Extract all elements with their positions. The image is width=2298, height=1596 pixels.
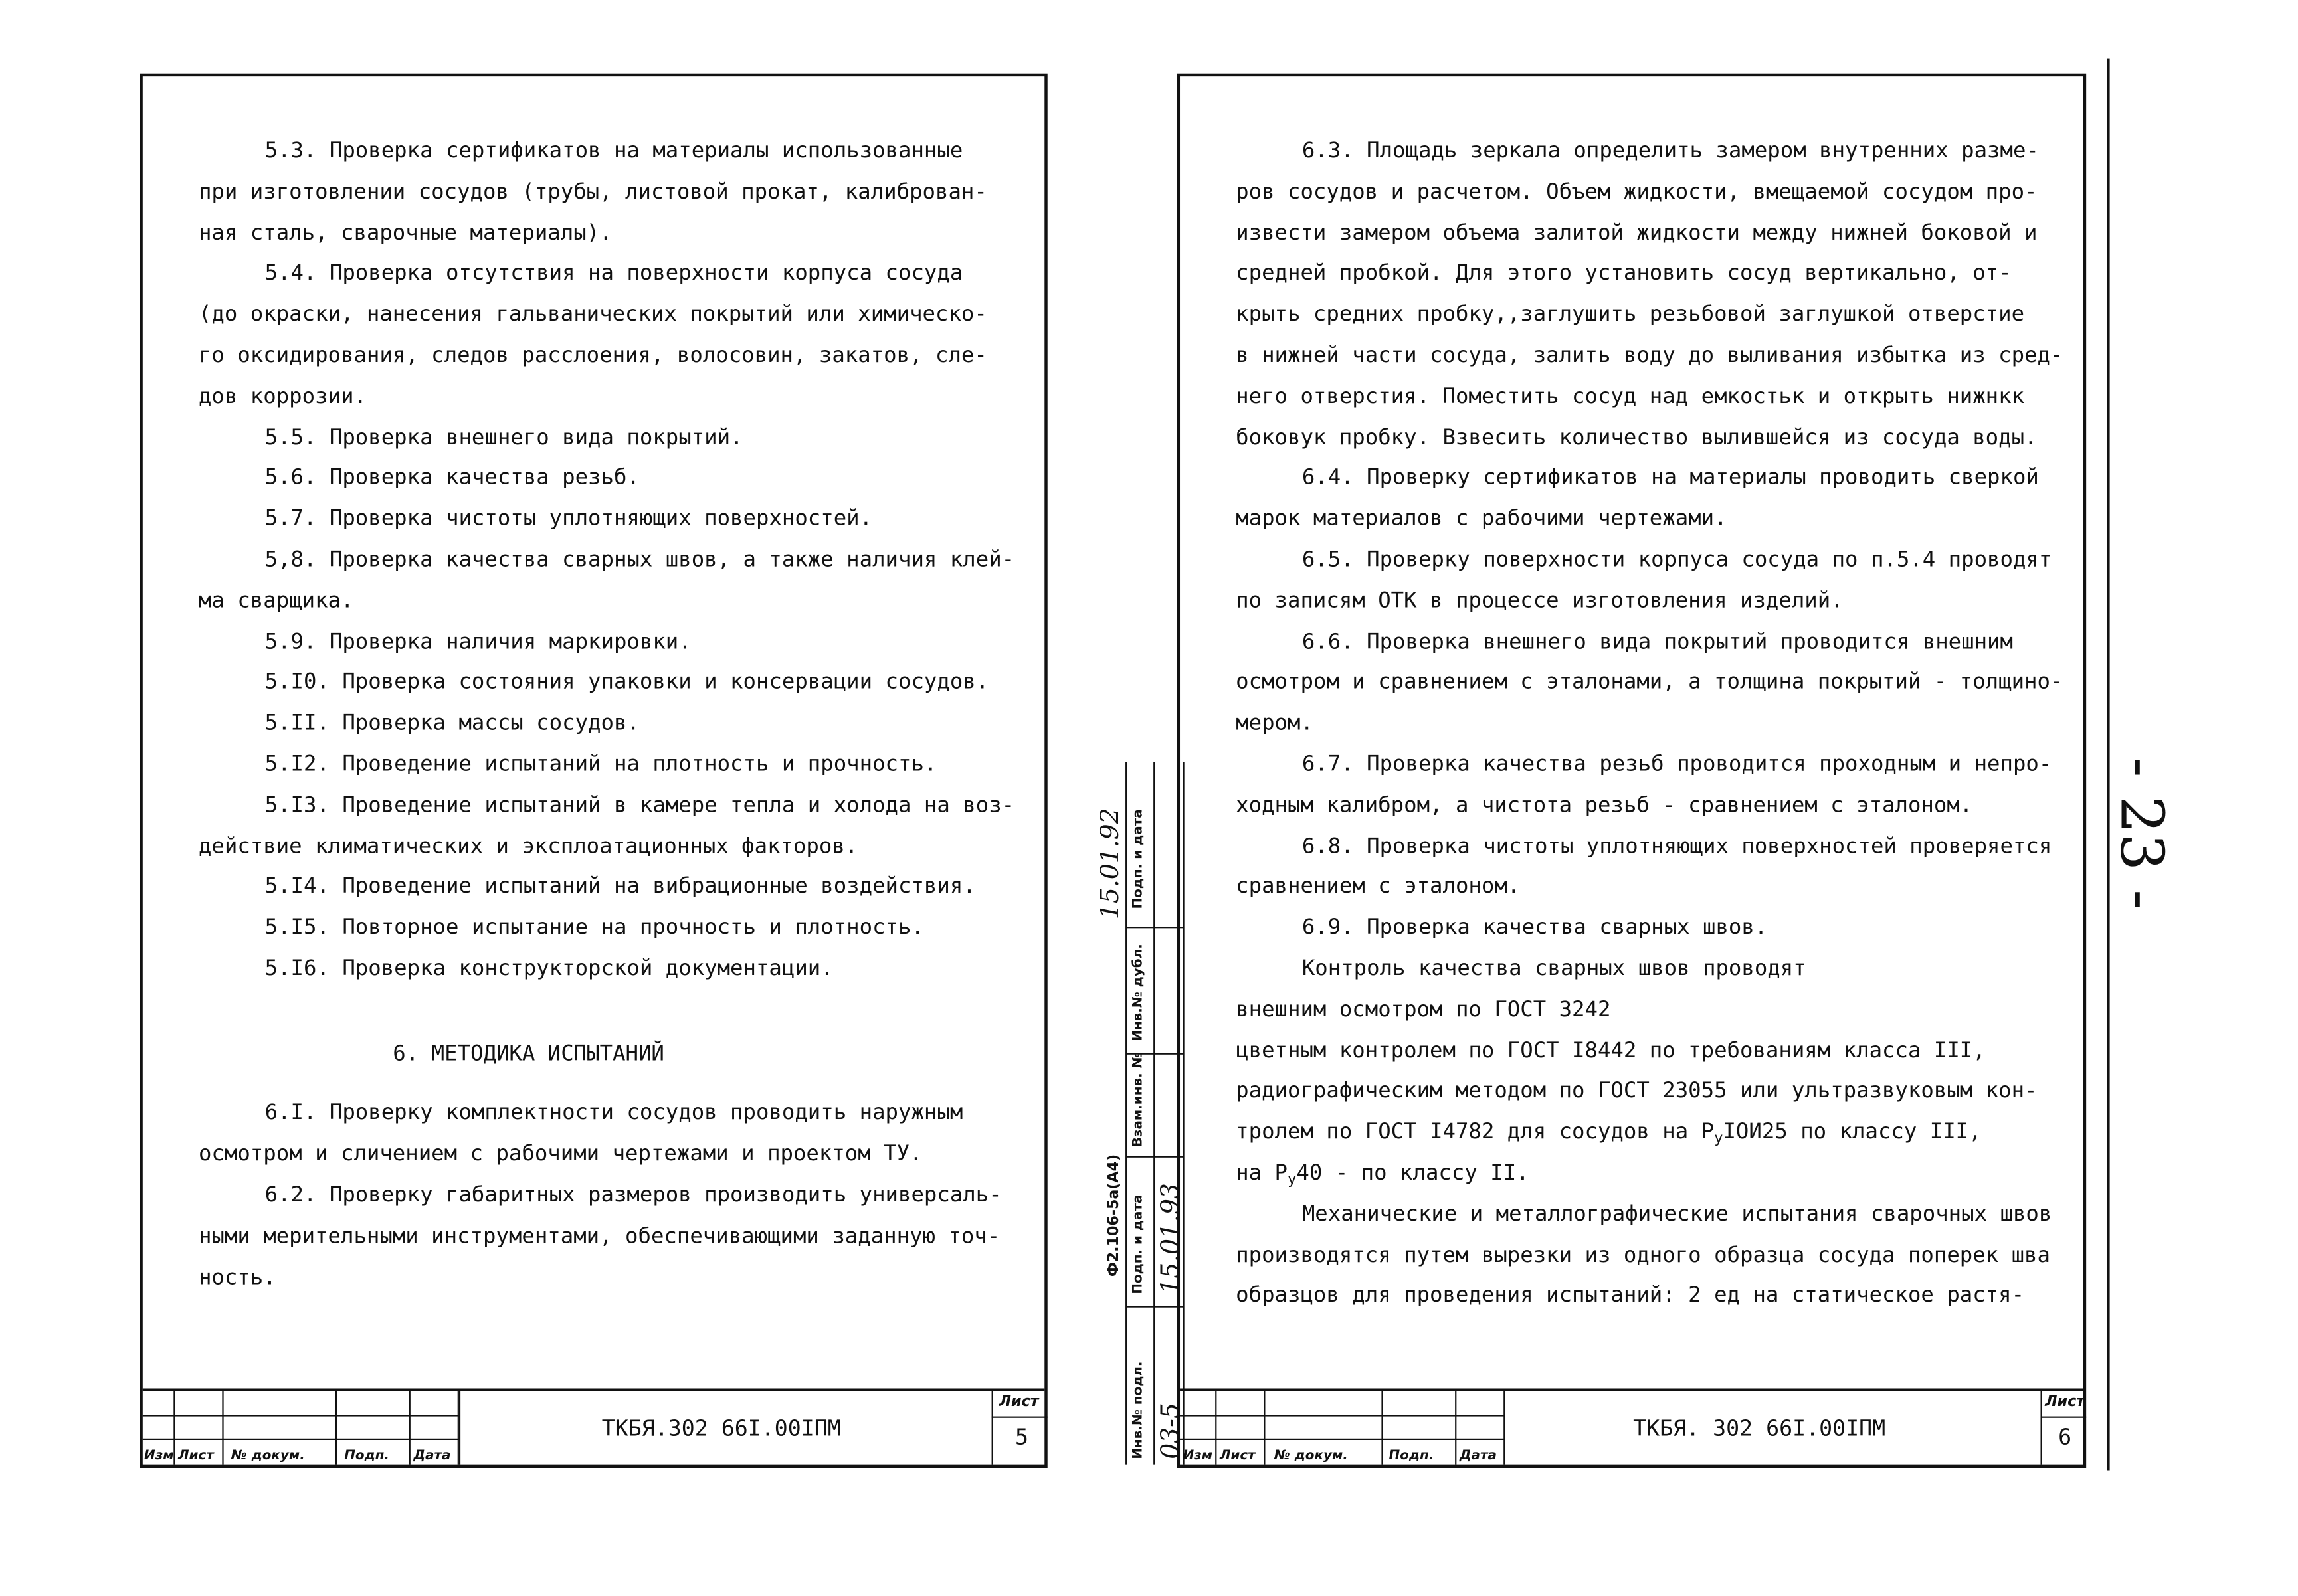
text-line: 5,8. Проверка качества сварных швов, а также наличия клей-: [264, 547, 1015, 573]
stamp-podp-data-2: Подп. и дата: [1131, 1194, 1147, 1294]
text-line: действие климатических и эксплоатационных факторов.: [198, 833, 858, 859]
left-title-block: [143, 1388, 1044, 1464]
page-number-mark: - 23 -: [2107, 757, 2175, 910]
text-line: 6.4. Проверку сертификатов на материалы проводить сверкой: [1301, 465, 2039, 491]
text-line: радиографическим методом по ГОСТ 23055 или ультразвуковым кон-: [1236, 1079, 2038, 1104]
right-page: [1177, 74, 2087, 1468]
text-line: цветным контролем по ГОСТ I8442 по требованиям класса III,: [1236, 1037, 1986, 1063]
text-line: 6.3. Площадь зеркала определить замером внутренних разме-: [1301, 138, 2039, 163]
text-line: 6.7. Проверка качества резьб проводится проходным и непро-: [1301, 751, 2052, 777]
handwritten-signature-date: 15.01.92: [1096, 808, 1126, 920]
text-line: го оксидирования, следов расслоения, волосовин, закатов, сле-: [198, 342, 987, 368]
text-line: ность.: [198, 1265, 276, 1290]
text-line: 5.3. Проверка сертификатов на материалы использованные: [264, 138, 963, 163]
text-line: дов коррозии.: [198, 383, 367, 409]
margin-stamp: [1125, 762, 1185, 1465]
text-line: него отверстия. Поместить сосуд над емкостьк и открыть нижнкк: [1236, 383, 2025, 409]
text-line: 5.I5. Повторное испытание на прочность и плотность.: [264, 915, 924, 940]
text-line: ров сосудов и расчетом. Объем жидкости, вмещаемой сосудом про-: [1236, 179, 2038, 205]
text-line: 6.5. Проверку поверхности корпуса сосуда по п.5.4 проводят: [1301, 547, 2052, 573]
stamp-inv-podl: Инв.№ подл.: [1131, 1361, 1147, 1459]
text-line: по записям ОТК в процессе изготовления изделий.: [1236, 588, 1844, 613]
text-line: 5.I6. Проверка конструкторской документации.: [264, 956, 834, 982]
text-line: 6.2. Проверку габаритных размеров производить универсаль-: [264, 1182, 1002, 1208]
text-line: сравнением с эталоном.: [1236, 874, 1521, 899]
col-list: Лист: [177, 1449, 214, 1464]
text-line: осмотром и сравнением с эталонами, а толщина покрытий - толщино-: [1236, 669, 2063, 695]
text-line: ма сварщика.: [198, 588, 354, 613]
right-title-block: [1180, 1388, 2083, 1464]
text-line: ными мерительными инструментами, обеспечивающими заданную точ-: [198, 1223, 1001, 1249]
col-izm: Изм: [1183, 1449, 1213, 1464]
sheet-number: 6: [2058, 1423, 2072, 1451]
col-sign: Подп.: [1388, 1449, 1434, 1464]
text-line: тролем по ГОСТ I4782 для сосудов на $Р_уIOИ25$ по классу III,: [1236, 1119, 1982, 1148]
text-line: при изготовлении сосудов (трубы, листовой прокат, калиброван-: [198, 179, 987, 205]
text-line: 5.6. Проверка качества резьб.: [264, 465, 640, 491]
text-line: ная сталь, сварочные материалы).: [198, 220, 613, 245]
text-line: на $Р_у40$ - по классу II.: [1236, 1160, 1529, 1189]
sheet-label: Лист: [2045, 1394, 2085, 1411]
text-line: внешним осмотром по ГОСТ 3242: [1236, 996, 1611, 1022]
text-line: марок материалов с рабочими чертежами.: [1236, 506, 1727, 531]
text-line: 5.I4. Проведение испытаний на вибрационные воздействия.: [264, 874, 976, 899]
text-line: 5.II. Проверка массы сосудов.: [264, 711, 640, 736]
col-doc: № докум.: [1274, 1449, 1348, 1464]
col-list: Лист: [1219, 1449, 1256, 1464]
text-line: Контроль качества сварных швов проводят: [1301, 956, 1806, 982]
text-line: 5.I2. Проведение испытаний на плотность и прочность.: [264, 751, 937, 777]
text-line: в нижней части сосуда, залить воду до выливания избытка из сред-: [1236, 342, 2063, 368]
text-line: 5.5. Проверка внешнего вида покрытий.: [264, 424, 743, 450]
text-line: мером.: [1236, 711, 1313, 736]
text-line: 6.I. Проверку комплектности сосудов проводить наружным: [264, 1100, 963, 1126]
text-line: средней пробкой. Для этого установить сосуд вертикально, от-: [1236, 260, 2012, 286]
text-line: 5.9. Проверка наличия маркировки.: [264, 628, 692, 654]
section-heading: 6. МЕТОДИКА ИСПЫТАНИЙ: [393, 1041, 664, 1067]
handwritten-date: 15.01.93: [1156, 1183, 1186, 1294]
text-line: осмотром и сличением с рабочими чертежами и проектом ТУ.: [198, 1141, 923, 1167]
sheet-label: Лист: [999, 1394, 1039, 1411]
text-line: производятся путем вырезки из одного образца сосуда поперек шва: [1236, 1242, 2050, 1267]
text-line: 5.7. Проверка чистоты уплотняющих поверхностей.: [264, 506, 873, 531]
text-line: 6.6. Проверка внешнего вида покрытий проводится внешним: [1301, 628, 2013, 654]
text-line: 5.I3. Проведение испытаний в камере тепла и холода на воз-: [264, 792, 1015, 818]
stamp-podp-data: Подп. и дата: [1131, 809, 1147, 909]
sheet-number: 5: [1015, 1423, 1029, 1451]
text-line: боковук пробку. Взвесить количество вылившейся из сосуда воды.: [1236, 424, 2038, 450]
stamp-format: Ф2.106-5а(А4): [1106, 1154, 1123, 1277]
left-page: [140, 74, 1047, 1468]
handwritten-inv: 03-5: [1156, 1403, 1186, 1459]
text-line: 6.9. Проверка качества сварных швов.: [1301, 915, 1768, 940]
col-date: Дата: [1459, 1449, 1497, 1464]
text-line: 5.I0. Проверка состояния упаковки и консервации сосудов.: [264, 669, 989, 695]
text-line: образцов для проведения испытаний: 2 ед на статическое растя-: [1236, 1283, 2025, 1308]
col-date: Дата: [413, 1449, 451, 1464]
text-line: ходным калибром, а чистота резьб - сравнением с эталоном.: [1236, 792, 1973, 818]
text-line: (до окраски, нанесения гальванических покрытий или химическо-: [198, 302, 987, 327]
col-sign: Подп.: [344, 1449, 390, 1464]
text-line: 5.4. Проверка отсутствия на поверхности корпуса сосуда: [264, 260, 963, 286]
stamp-inv-dubl: Инв.№ дубл.: [1131, 944, 1147, 1041]
text-line: крыть средних пробку,,заглушить резьбовой заглушкой отверстие: [1236, 302, 2025, 327]
text-line: извести замером объема залитой жидкости между нижней боковой и: [1236, 220, 2038, 245]
text-line: Механические и металлографические испытания сварочных швов: [1301, 1201, 2052, 1227]
doc-code: ТКБЯ. 302 66I.00IПМ: [1633, 1415, 1886, 1442]
doc-code: ТКБЯ.302 66I.00IПМ: [601, 1415, 841, 1442]
stamp-vzam-inv: Взам.инв. №: [1131, 1052, 1147, 1148]
col-izm: Изм: [144, 1449, 174, 1464]
col-doc: № докум.: [231, 1449, 305, 1464]
text-line: 6.8. Проверка чистоты уплотняющих поверхностей проверяется: [1301, 833, 2052, 859]
